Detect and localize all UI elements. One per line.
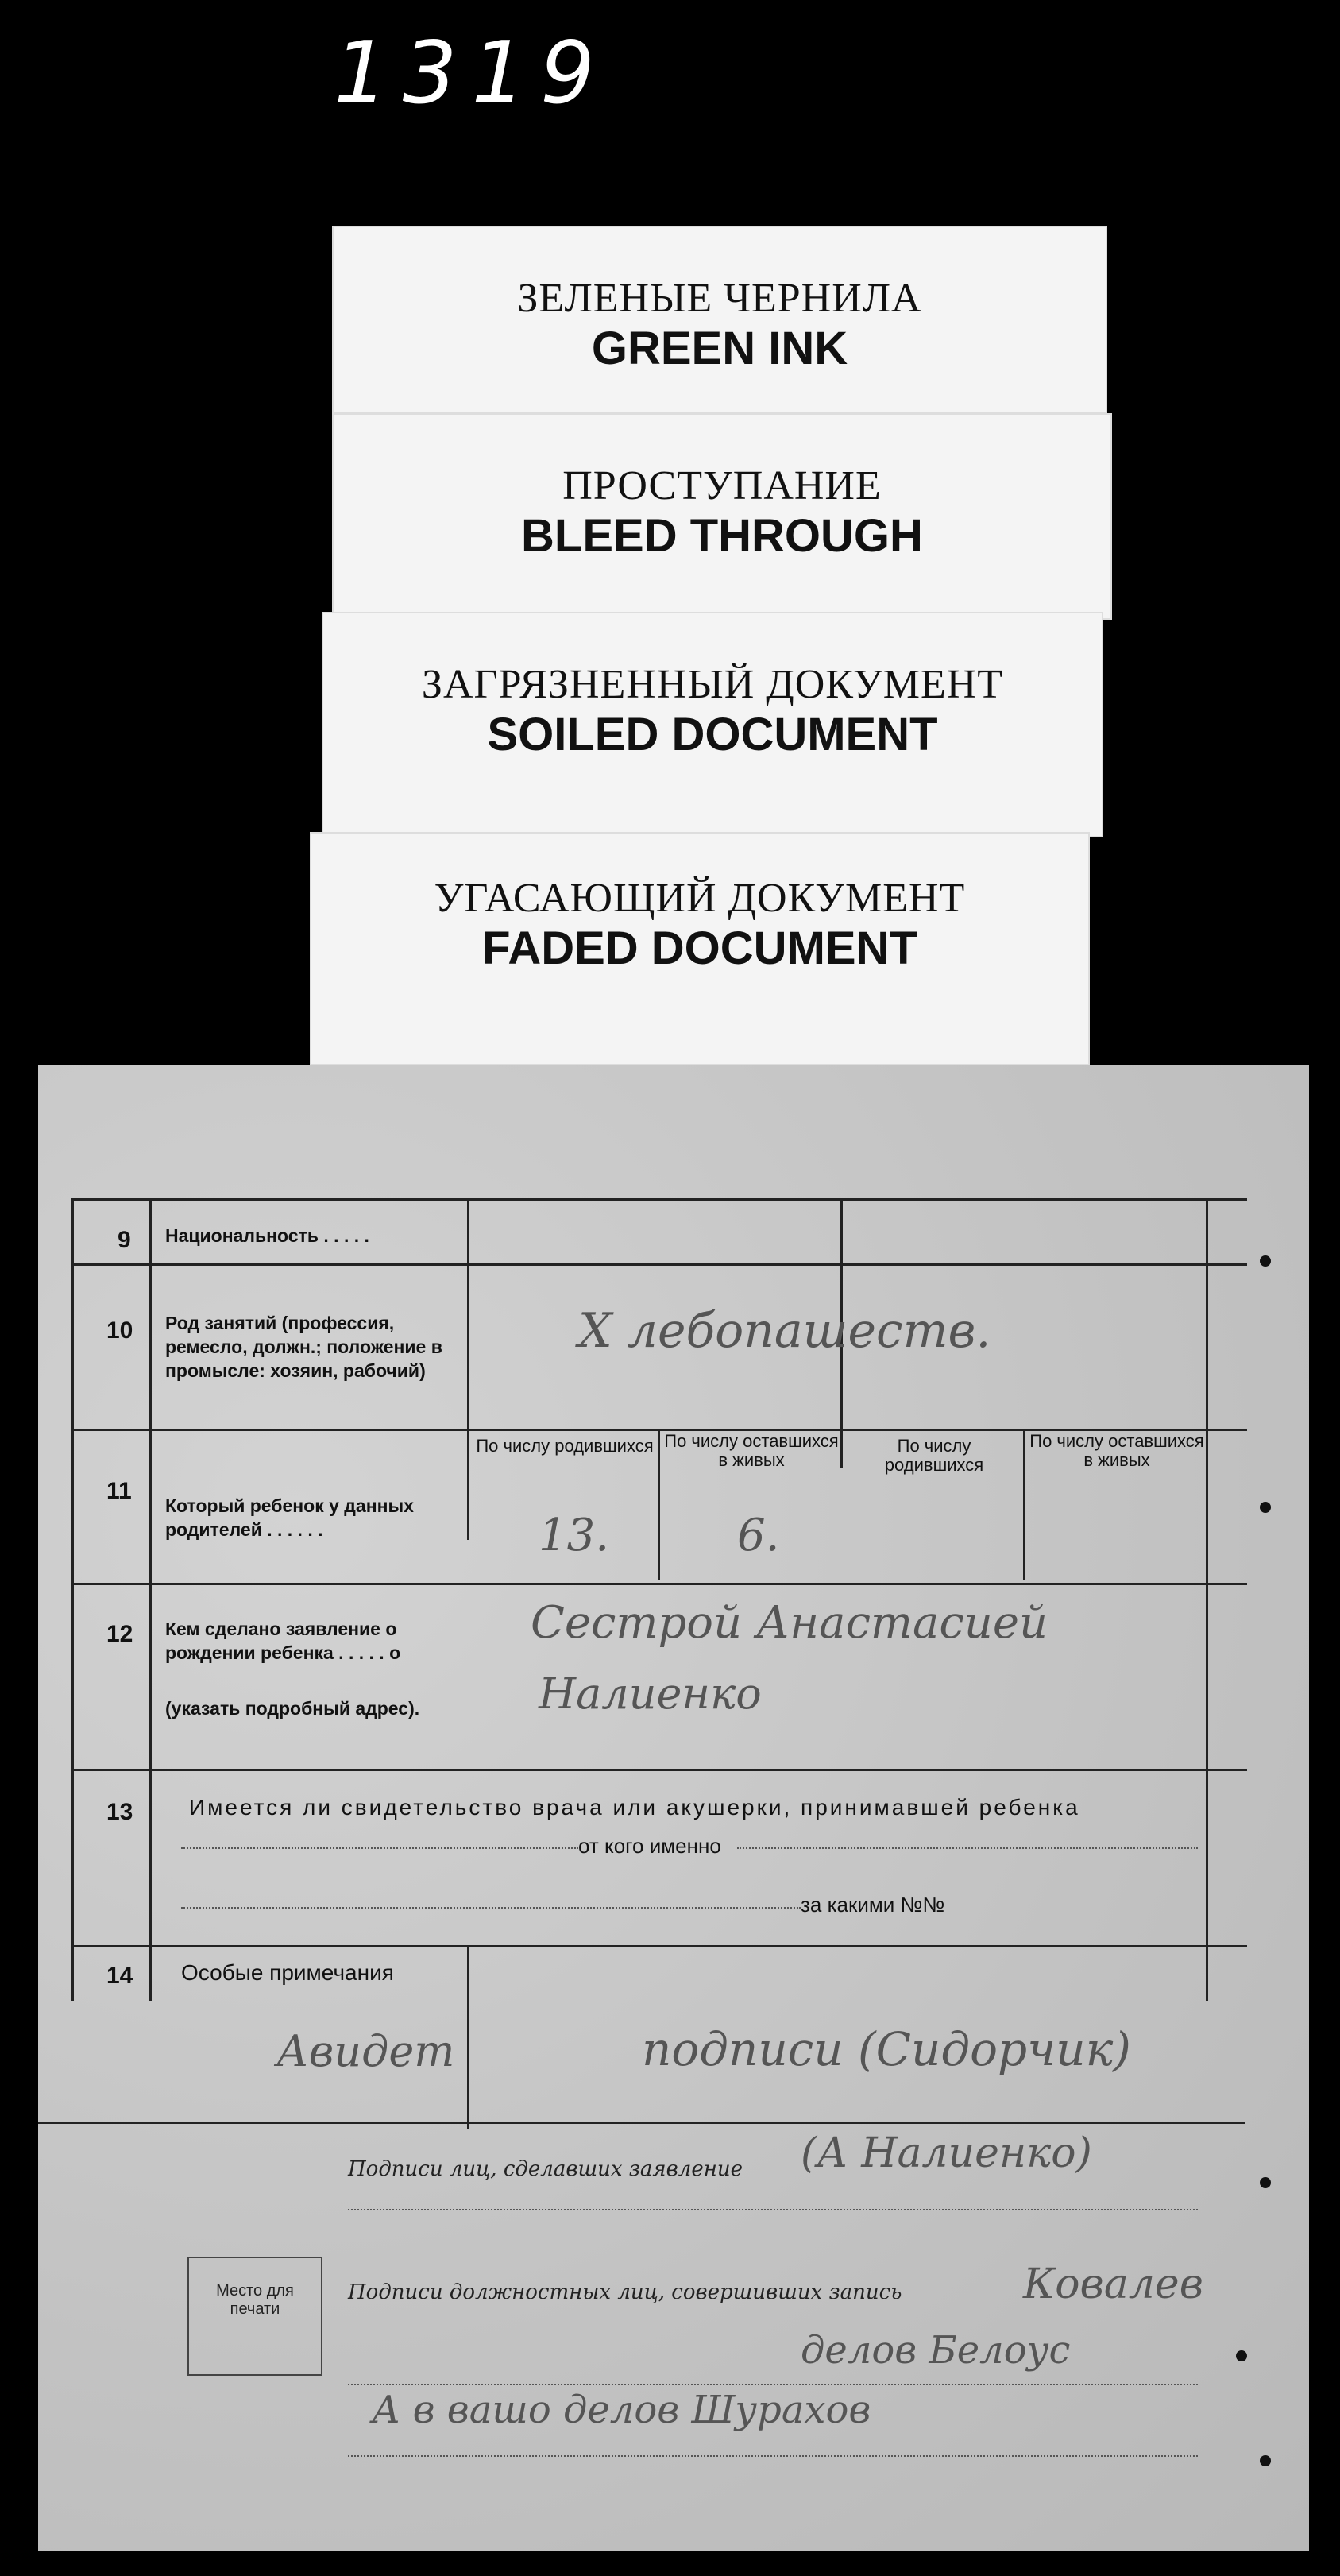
row-13-dotted-line-2 (737, 1847, 1198, 1849)
row-14-label: Особые примечания (181, 1960, 394, 1985)
remarks-value-2: подписи (Сидорчик) (642, 2022, 1131, 2076)
applicants-signature-label: Подписи лиц, сделавших заявление (348, 2157, 743, 2181)
birth-record-form (38, 1065, 1309, 2551)
bleed-through-card (332, 413, 1112, 620)
row-11-divider-b (1023, 1429, 1025, 1580)
col-alive-2: По числу оставшихся в живых (1029, 1431, 1204, 1470)
row-9-label: Национальность . . . . . (165, 1225, 369, 1246)
num-column-border (149, 1198, 152, 2001)
which-numbers-label: за какими №№ (801, 1893, 945, 1917)
row-13 (71, 1769, 1247, 1771)
officials-signature: Ковалев (1023, 2261, 1203, 2308)
row-14-bottom (38, 2122, 1245, 2124)
col-born-2: По числу родившихся (884, 1436, 984, 1475)
card-ru-label: ЗЕЛЕНЫЕ ЧЕРНИЛА (517, 276, 922, 321)
punch-hole (1260, 1502, 1271, 1513)
row-12-number: 12 (106, 1621, 133, 1647)
frame-number: 1319 (334, 24, 609, 123)
sig-line-1 (348, 2209, 1198, 2210)
card-en-label: SOILED DOCUMENT (487, 709, 938, 760)
card-ru-label: УГАСАЮЩИЙ ДОКУМЕНТ (434, 876, 966, 921)
row-13-question: Имеется ли свидетельство врача или акушерки, принимавшей ребенка (189, 1795, 1080, 1820)
row-11-divider-a (658, 1429, 660, 1580)
row-10-number: 10 (106, 1317, 133, 1344)
row-10 (71, 1263, 1247, 1266)
label-column-border (467, 1198, 469, 1540)
card-en-label: GREEN INK (591, 323, 848, 374)
col-born-1: По числу родившихся (476, 1436, 654, 1456)
born-count: 13. (539, 1510, 610, 1561)
row-12 (71, 1583, 1247, 1585)
row-12-sublabel: (указать подробный адрес). (165, 1698, 420, 1719)
faded-document-card (310, 832, 1090, 1066)
declarant-value: Сестрой Анастасией (531, 1597, 1048, 1649)
applicants-signature: (А Налиенко) (801, 2129, 1092, 2177)
alive-count: 6. (737, 1510, 780, 1561)
soiled-document-card (322, 612, 1103, 837)
row-12-label: Кем сделано заявление о рождении ребенка . . . . . о (165, 1619, 401, 1663)
punch-hole (1260, 2455, 1271, 2466)
row-14 (71, 1945, 1247, 1947)
row-9 (71, 1198, 1247, 1201)
punch-hole (1260, 1255, 1271, 1267)
row-13-dotted-line-1 (181, 1847, 578, 1849)
official-signature-3: А в вашо делов Шурахов (372, 2388, 871, 2432)
row-13-number: 13 (106, 1799, 133, 1825)
card-en-label: FADED DOCUMENT (482, 922, 917, 974)
from-whom-label: от кого именно (578, 1834, 721, 1858)
col-alive-1: По числу оставшихся в живых (664, 1431, 839, 1470)
card-ru-label: ПРОСТУПАНИЕ (562, 463, 882, 509)
row-11-label: Который ребенок у данных родителей . . . . . . (165, 1495, 414, 1540)
remarks-value-1: Авидет (276, 2026, 455, 2076)
occupation-value: Х лебопашеств. (578, 1303, 991, 1359)
row14-divider (467, 1947, 469, 2129)
right-border (1206, 1198, 1208, 2001)
punch-hole (1236, 2350, 1247, 2361)
sig-line-3 (348, 2455, 1198, 2457)
card-ru-label: ЗАГРЯЗНЕННЫЙ ДОКУМЕНТ (421, 662, 1004, 707)
row-10-label: Род занятий (профессия, ремесло, должн.; положение в промысле: хозяин, рабочий) (165, 1313, 442, 1381)
stamp-place: Место для печати (187, 2257, 322, 2376)
card-en-label: BLEED THROUGH (521, 510, 923, 562)
official-signature-2: делов Белоус (801, 2328, 1071, 2373)
sig-line-2 (348, 2384, 1198, 2385)
green-ink-card (332, 226, 1107, 413)
row-13-dotted-line-3 (181, 1907, 801, 1909)
declarant-surname: Налиенко (539, 1669, 762, 1719)
row-9-number: 9 (118, 1227, 131, 1253)
row-11-number: 11 (106, 1478, 132, 1504)
officials-signature-label: Подписи должностных лиц, совершивших запись (348, 2280, 902, 2304)
row-14-number: 14 (106, 1963, 133, 1989)
punch-hole (1260, 2177, 1271, 2188)
left-border (71, 1198, 74, 2001)
